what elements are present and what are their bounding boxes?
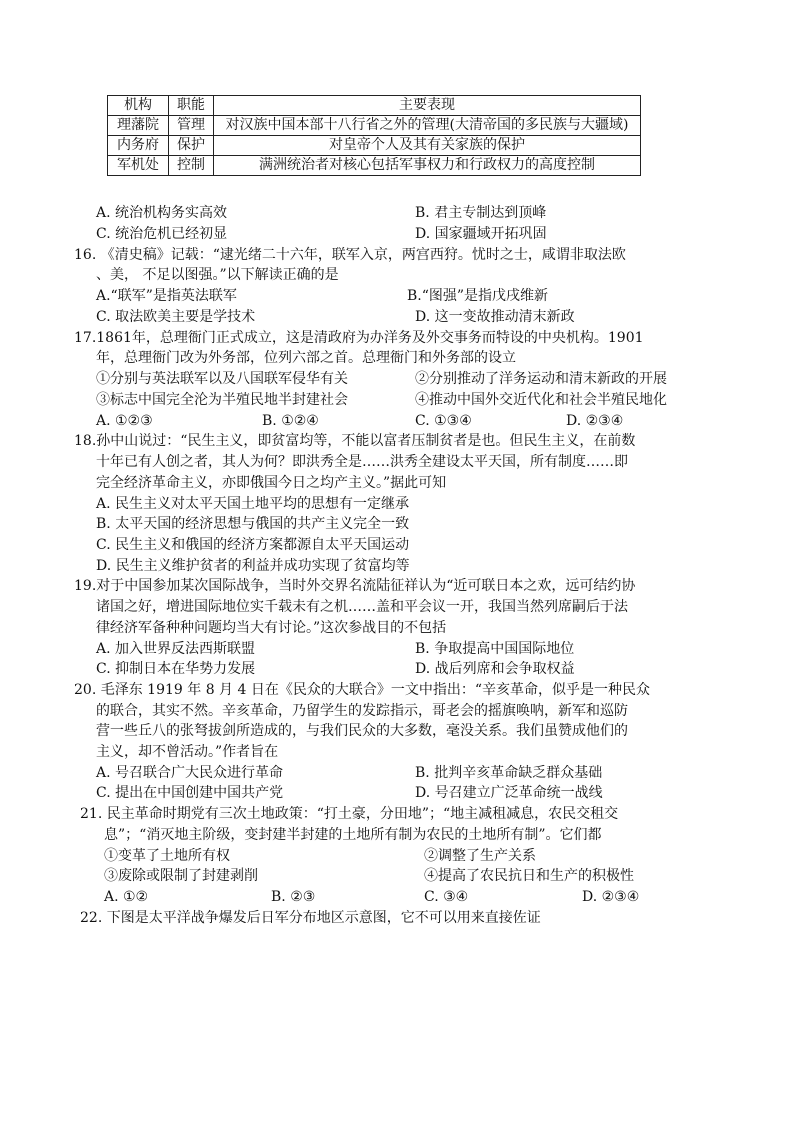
q16-option-b: B.“图强”是指戊戌维新 <box>407 288 549 304</box>
table-cell: 管理 <box>169 116 214 136</box>
q18-stem-line: 18.孙中山说过：“民生主义，即贫富均等，不能以富者压制贫者是也。但民生主义，在前数 <box>74 433 636 449</box>
q16-option-d: D. 这一变故推动清末新政 <box>415 309 575 325</box>
q21-option-c: C. ③④ <box>424 889 469 905</box>
q19-option-c: C. 抑制日本在华势力发展 <box>96 661 256 677</box>
table-cell: 军机处 <box>108 156 169 176</box>
q15-option-d: D. 国家疆域开拓巩固 <box>415 226 547 242</box>
q21-option-b: B. ②③ <box>271 889 316 905</box>
table-cell: 保护 <box>169 136 214 156</box>
q18-stem-line: 十年已有人创之者，其人为何？即洪秀全是……洪秀全建设太平天国，所有制度……即 <box>96 454 628 470</box>
q21-option-d: D. ②③④ <box>582 889 640 905</box>
q17-option-a: A. ①②③ <box>96 413 153 429</box>
q17-item-2: ②分别推动了洋务运动和清末新政的开展 <box>415 371 667 387</box>
q16-option-a: A.“联军”是指英法联军 <box>96 288 237 304</box>
q17-stem-line: 17.1861年，总理衙门正式成立，这是清政府为办洋务及外交事务而特设的中央机构。1901 <box>74 330 644 346</box>
table-row <box>108 116 641 136</box>
q19-option-d: D. 战后列席和会争取权益 <box>415 661 575 677</box>
table-cell: 控制 <box>169 156 214 176</box>
q15-option-b: B. 君主专制达到顶峰 <box>415 205 547 221</box>
q16-option-c: C. 取法欧美主要是学技术 <box>96 309 256 325</box>
q19-stem-line: 律经济军备种种问题均当大有讨论。”这次参战目的不包括 <box>96 620 447 636</box>
q19-stem-line: 诸国之好，增进国际地位实千载未有之机……盖和平会议一开，我国当然列席嗣后于法 <box>96 599 628 615</box>
q17-item-3: ③标志中国完全沦为半殖民地半封建社会 <box>96 392 348 408</box>
q20-stem-line: 营一些丘八的张弩拔剑所造成的，与我们民众的大多数，毫没关系。我们虽赞成他们的 <box>96 723 628 739</box>
q16-stem-line: 16. 《清史稿》记载：“逮光绪二十六年，联军入京，两宫西狩。忧时之士，咸谓非取法欧 <box>74 247 626 263</box>
q21-stem-line: 息”；“消灭地主阶级，变封建半封建的土地所有制为农民的土地所有制”。它们都 <box>104 827 602 843</box>
q19-stem-line: 19.对于中国参加某次国际战争，当时外交界名流陆征祥认为“近可联日本之欢，远可结约协 <box>74 578 636 594</box>
q17-option-d: D. ②③④ <box>566 413 624 429</box>
q18-option-c: C. 民生主义和俄国的经济方案都源自太平天国运动 <box>96 537 410 553</box>
q20-stem-line: 的联合，其实不然。辛亥革命，乃留学生的发踪指示，哥老会的摇旗唤呐，新军和巡防 <box>96 703 628 719</box>
q16-stem-line: 、美， 不足以图强。”以下解读正确的是 <box>96 267 339 283</box>
q21-item-2: ②调整了生产关系 <box>424 848 536 864</box>
q18-option-a: A. 民生主义对太平天国土地平均的思想有一定继承 <box>96 496 410 512</box>
q19-option-a: A. 加入世界反法西斯联盟 <box>96 641 256 657</box>
table-header-cell: 机构 <box>108 96 169 116</box>
q21-item-3: ③废除或限制了封建剥削 <box>104 868 258 884</box>
q20-option-d: D. 号召建立广泛革命统一战线 <box>415 785 603 801</box>
q21-item-4: ④提高了农民抗日和生产的积极性 <box>424 868 634 884</box>
table-header-cell: 职能 <box>169 96 214 116</box>
table-row <box>108 156 641 176</box>
q18-stem-line: 完全经济革命主义，亦即俄国今日之均产主义。”据此可知 <box>96 475 447 491</box>
q20-option-a: A. 号召联合广大民众进行革命 <box>96 765 284 781</box>
q17-stem-line: 年，总理衙门改为外务部，位列六部之首。总理衙门和外务部的设立 <box>96 350 516 366</box>
q21-stem-line: 21. 民主革命时期党有三次土地政策：“打土豪，分田地”；“地主减租减息，农民交租交 <box>80 806 619 822</box>
q18-option-d: D. 民生主义维护贫者的利益并成功实现了贫富均等 <box>96 558 410 574</box>
q20-stem-line: 主义，却不曾活动。”作者旨在 <box>96 744 279 760</box>
q20-stem-line: 20. 毛泽东 1919 年 8 月 4 日在《民众的大联合》一文中指出：“辛亥革命，似乎是一种民众 <box>74 682 651 698</box>
institutions-table <box>107 95 641 176</box>
table-row <box>108 136 641 156</box>
q21-item-1: ①变革了土地所有权 <box>104 848 230 864</box>
q17-item-1: ①分别与英法联军以及八国联军侵华有关 <box>96 371 348 387</box>
q18-option-b: B. 太平天国的经济思想与俄国的共产主义完全一致 <box>96 516 410 532</box>
q21-option-a: A. ①② <box>104 889 149 905</box>
q22-stem-line: 22. 下图是太平洋战争爆发后日军分布地区示意图，它不可以用来直接佐证 <box>80 910 541 926</box>
q17-option-c: C. ①③④ <box>415 413 472 429</box>
table-cell: 对皇帝个人及其有关家族的保护 <box>214 136 641 156</box>
table-cell: 理藩院 <box>108 116 169 136</box>
q17-option-b: B. ①②④ <box>262 413 319 429</box>
q15-option-a: A. 统治机构务实高效 <box>96 205 228 221</box>
table-cell: 对汉族中国本部十八行省之外的管理(大清帝国的多民族与大疆域) <box>214 116 641 136</box>
table-header-row <box>108 96 641 116</box>
table-header-cell: 主要表现 <box>214 96 641 116</box>
q17-item-4: ④推动中国外交近代化和社会半殖民地化 <box>415 392 667 408</box>
q15-option-c: C. 统治危机已经初显 <box>96 226 228 242</box>
table-cell: 满洲统治者对核心包括军事权力和行政权力的高度控制 <box>214 156 641 176</box>
q20-option-b: B. 批判辛亥革命缺乏群众基础 <box>415 765 603 781</box>
table-cell: 内务府 <box>108 136 169 156</box>
q20-option-c: C. 提出在中国创建中国共产党 <box>96 785 284 801</box>
q19-option-b: B. 争取提高中国国际地位 <box>415 641 575 657</box>
